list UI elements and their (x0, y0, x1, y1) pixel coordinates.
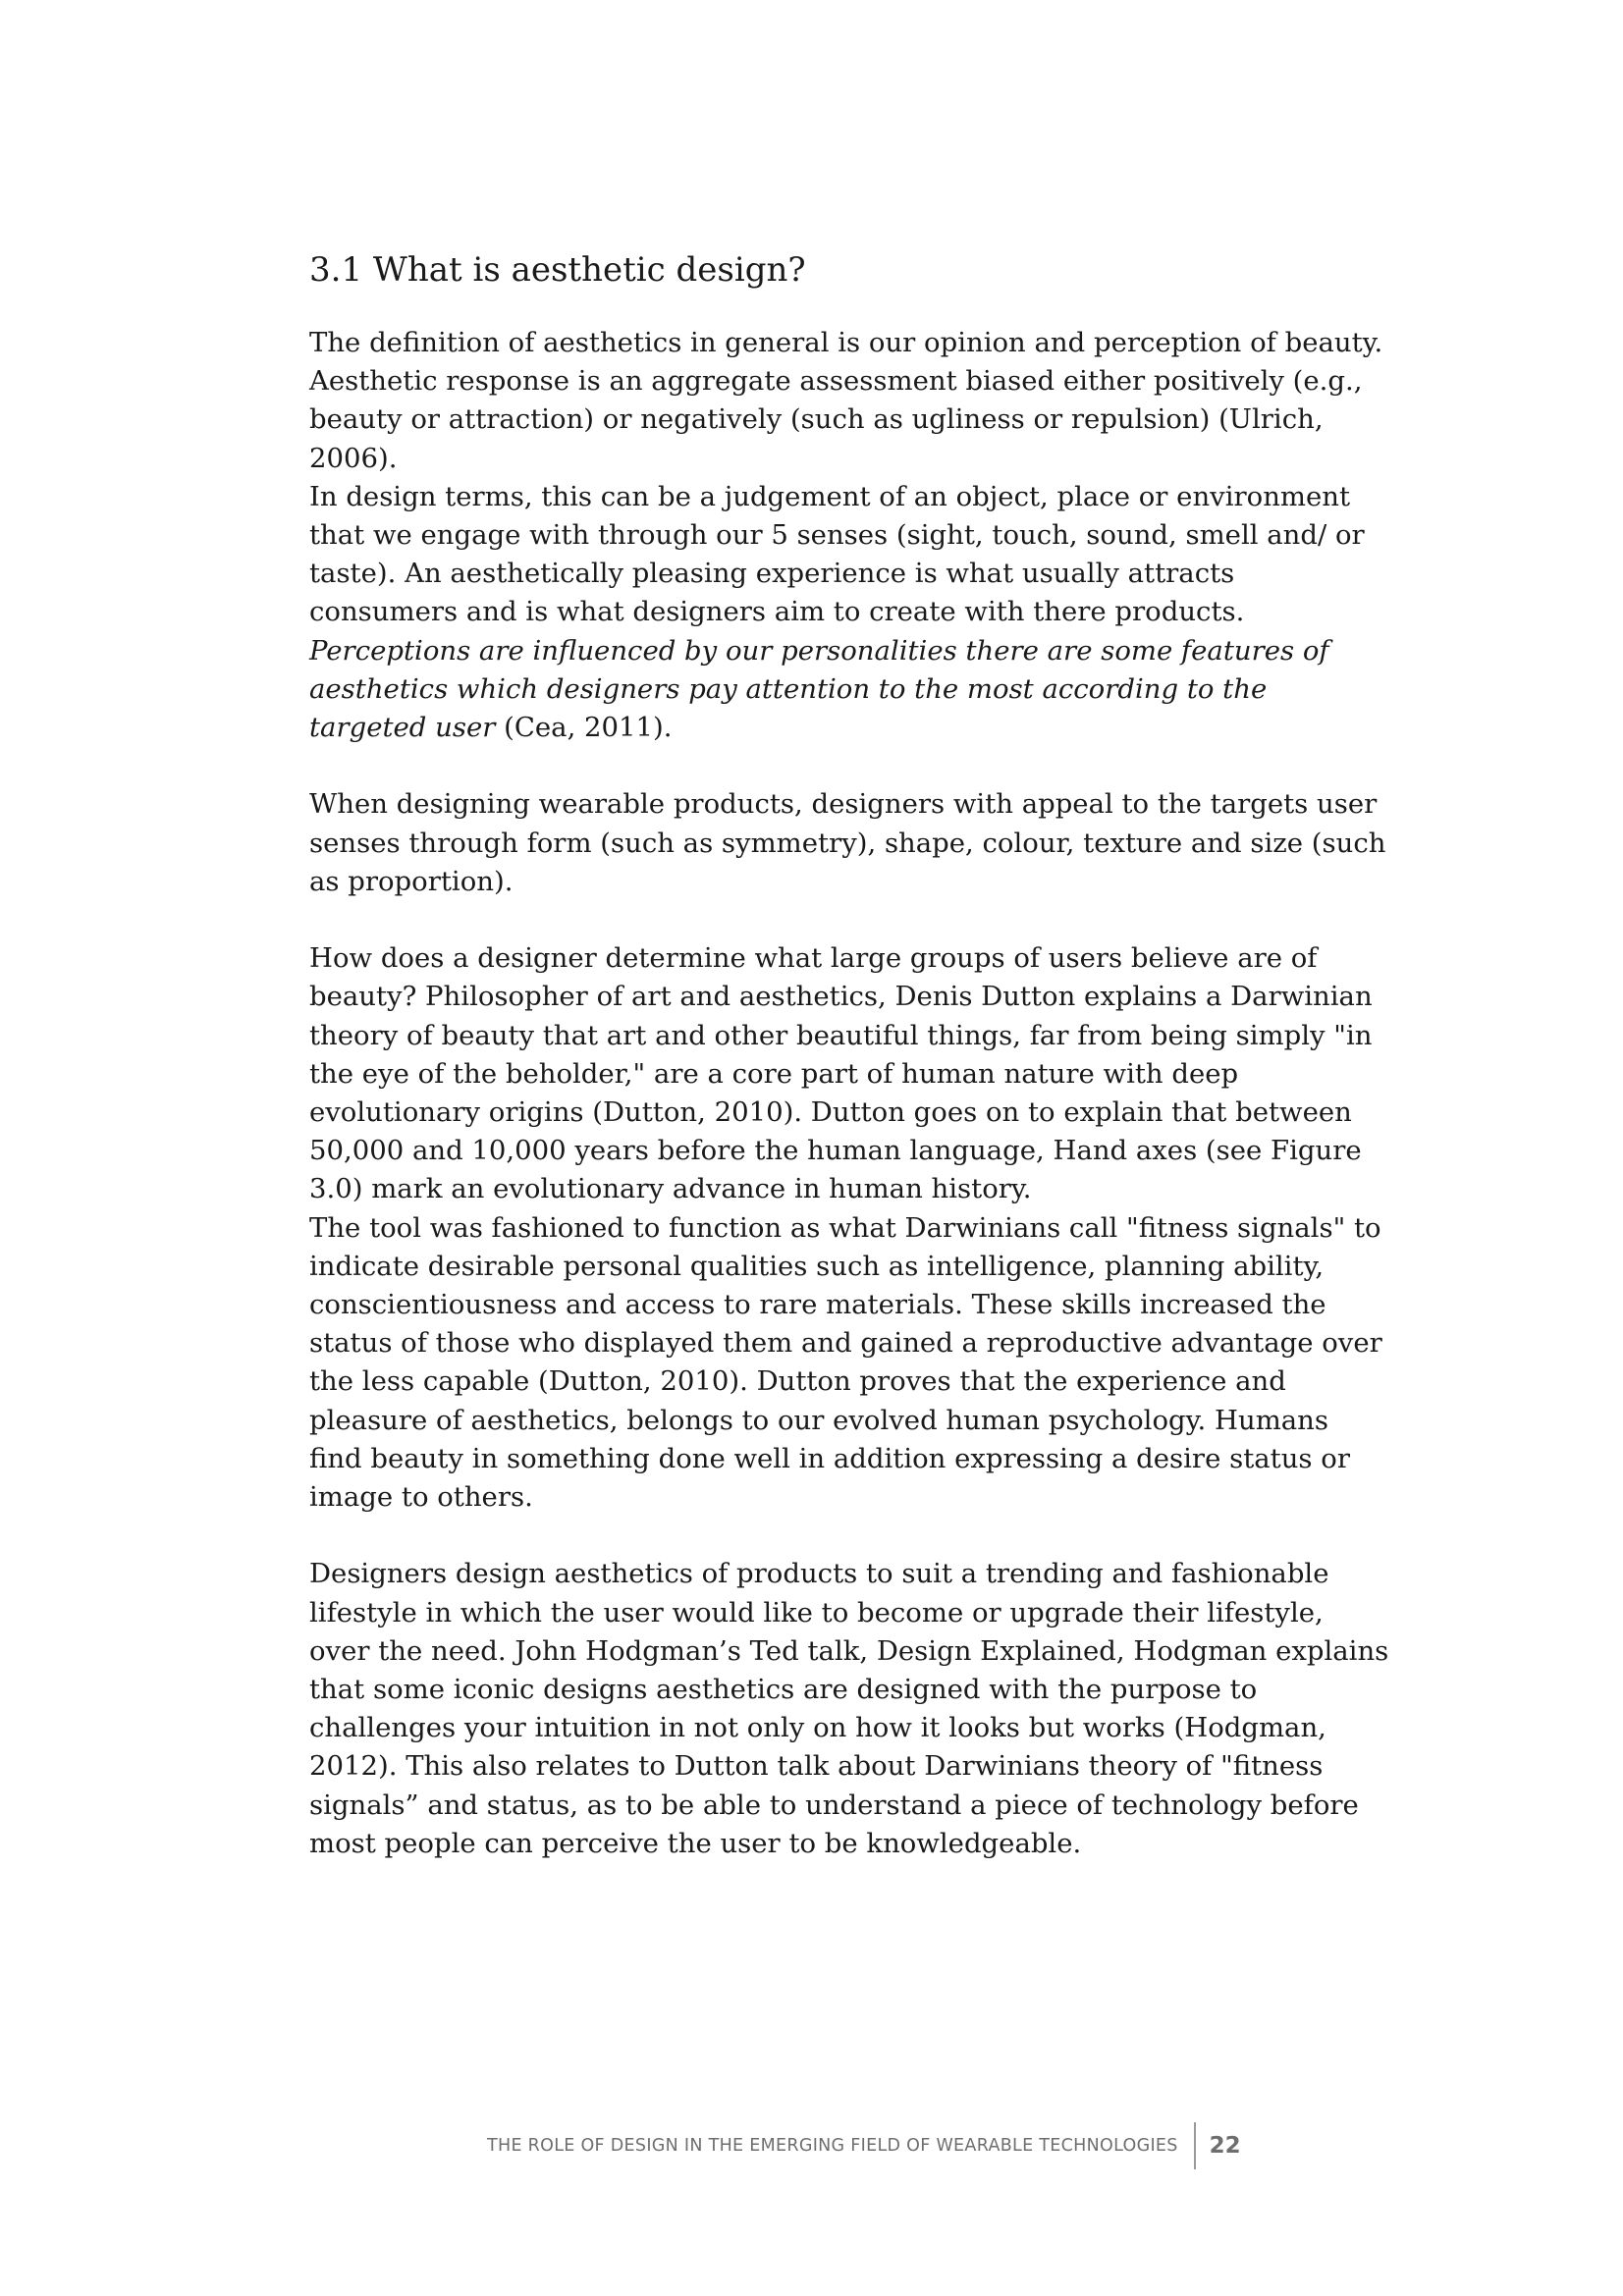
paragraph-hodgman: Designers design aesthetics of products to suit a trending and fashionable lifestyle in which the user would like to become or upgrade their lifestyle, over the need. John Hodgman’s Ted talk, Design Explained, Hodgman explains that some iconic designs aesthetics are designed with the purpose to challenges your intuition in not only on how it looks but works (Hodgman, 2012). This also relates to Dutton talk about Darwinians theory of "fitness signals” and status, as to be able to understand a piece of technology before most people can perceive the user to be knowledgeable. (309, 1558, 1389, 1859)
page-footer (487, 2121, 1241, 2170)
paragraph-gap (309, 1517, 1389, 1555)
page-number: 22 (1209, 2133, 1241, 2159)
paragraph-wearable-senses: When designing wearable products, designers with appeal to the targets user senses through form (such as symmetry), shape, colour, texture and size (such as proportion). (309, 788, 1386, 897)
paragraph-design-terms: In design terms, this can be a judgement of an object, place or environment that we engage with through our 5 senses (sight, touch, sound, smell and/ or taste). An aesthetically pleasing experience is what usually attracts consumers and is what designers aim to create with there products. (309, 480, 1365, 628)
section-heading: 3.1 What is aesthetic design? (309, 250, 806, 290)
paragraph-darwinian-beauty: How does a designer determine what large groups of users believe are of beauty? Philosopher of art and aesthetics, Denis Dutton explains a Darwinian theory of beauty that art and other beautiful things, far from being simply "in the eye of the beholder," are a core part of human nature with deep evolutionary origins (Dutton, 2010). Dutton goes on to explain that between 50,000 and 10,000 years before the human language, Hand axes (see Figure 3.0) mark an evolutionary advance in human history. (309, 942, 1373, 1205)
perceptions-italic-text: Perceptions are influenced by our personalities there are some features of aesthetics which designers pay attention to the most according to the targeted user (309, 634, 1329, 744)
footer-title: THE ROLE OF DESIGN IN THE EMERGING FIELD OF WEARABLE TECHNOLOGIES (487, 2136, 1178, 2156)
page-content (309, 245, 1389, 1863)
paragraph-gap (309, 747, 1389, 785)
paragraph-gap (309, 901, 1389, 939)
paragraph-fitness-signals: The tool was fashioned to function as what Darwinians call "fitness signals" to indicate desirable personal qualities such as intelligence, planning ability, conscientiousness and access to rare materials. These skills increased the status of those who displayed them and gained a reproductive advantage over the less capable (Dutton, 2010). Dutton proves that the experience and pleasure of aesthetics, belongs to our evolved human psychology. Humans find beauty in something done well in addition expressing a desire status or image to others. (309, 1211, 1382, 1514)
perceptions-citation: (Cea, 2011). (495, 712, 673, 744)
paragraph-definition: The definition of aesthetics in general is our opinion and perception of beauty. Aesthetic response is an aggregate assessment biased either positively (e.g., beauty or attraction) or negatively (such as ugliness or repulsion) (Ulrich, 2006). (309, 327, 1383, 474)
paragraph-perceptions (309, 632, 1389, 748)
footer-divider (1194, 2122, 1196, 2169)
